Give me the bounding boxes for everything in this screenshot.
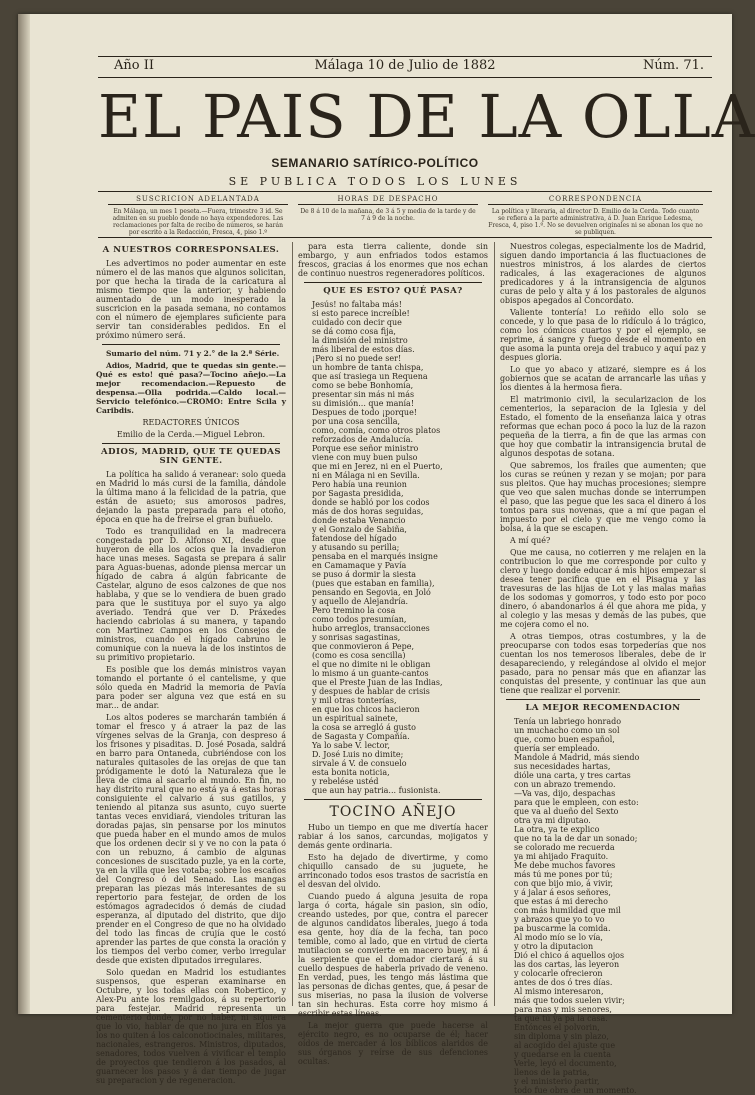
- section-paragraph: Hubo un tiempo en que me divertía hacer rabiar á los sanos, carcundas, mojigatos y demás gente ordinaria.: [298, 823, 488, 850]
- poem-line: Al mismo interesaron,: [514, 987, 604, 996]
- poem-line: con más humildad que mil: [514, 906, 621, 915]
- poem-line: sus necesidades hartas,: [514, 762, 611, 771]
- poem-line: se colorado me recuerda: [514, 843, 615, 852]
- poem-line: y despues de hablar de crisis: [312, 687, 430, 696]
- divider: [102, 443, 280, 444]
- article-paragraph: Los altos poderes se marcharán también á tomar el fresco y á atraer la paz de las vírgenes selvas de la Granja, con despreso á los frisones y pisaditas. D. José Posada, saldrá en barro para Ontaneda, cubriéndose con los naturales quitasoles de las orejas de que tan pródigamente le dotó la Naturaleza que le lleva de cima al sacarlo al mundo. En fin, no hay distrito rural que no está ya á estas horas consiguiente el calvario á sus gatillos, y teniendo al pitanza sus asunto, cuyo suerte tantas veces envidiará, viendoles trituran las doradas pajas, sin pensarse por los minutos que pueda haber en el mundo amos de mulos que los ordenen decir si y ve no con la pata ó con un rebuzno, á cambio de algunas concesiones de suscitado puzle, ya en la corte, ya en la villa que les votaba; sobre los escaños del Congreso ó del Senado. Las mangas preparan las piezas más interesantes de su repertorio para festejar, de orden de los estómagos agradecidos ó demás de ciudad esperanza, al diputado del distrito, que dijo prender en el Congreso de que no ha olvidado del todo las fincas de crujía que le costó aprender las partes de que consta la oración y los tiempos del verbo comer, verbo irregular desde que existen diputados irregulares.: [96, 713, 286, 965]
- poem-line: que aun hay patria... fusionista.: [312, 786, 441, 795]
- poem-line: antes de dos ó tres días.: [514, 978, 613, 987]
- poem-line: ta que tú ya pa la casa.: [514, 1014, 608, 1023]
- editors-label: REDACTORES ÚNICOS: [142, 418, 240, 427]
- subscription-heading: SUSCRICION ADELANTADA: [108, 196, 288, 205]
- poem-line: Tenía un labriego honrado: [514, 717, 622, 726]
- editorial-paragraph: Que me causa, no cotierren y me relajen en la contribucion lo que me corresponde por culto y clero y luego donde educar á mis hijos empezar si desea tener pacifica que en el Pisagua y las travesuras de las hijas de Lot y las malas mañas de los sodomas y gomorros, y todo esto por poco dinero, ó abandonarlos á él que ahora me pida, y al colegio y las mesas y demás de las pubes, que me cojera como el no.: [500, 548, 706, 629]
- poem-line: que conmovieron á Pepe,: [312, 642, 415, 651]
- poem-heading: QUE ES ESTO? QUÉ PASA?: [323, 286, 463, 296]
- poem-line: como, comía, como otros platos: [312, 426, 441, 435]
- poem-line: que mi en Jerez, ni en el Puerto,: [312, 462, 443, 471]
- poem-line: Dió el chico á aquellos ojos: [514, 951, 625, 960]
- poem-line: sin diploma y sin plazo,: [514, 1032, 609, 1041]
- subscription-text: En Málaga, un mes 1 peseta.—Fuera, trimestre 3 id. Se admiten en su pueblo donde no haya expendedores. Las reclamaciones por falta de recibo de números, se harán por escrito a la Redacción, Fresca, 4, piso 1.º: [112, 208, 284, 236]
- poem-line: y rebelése ustéd: [312, 777, 379, 786]
- section-paragraph: La mejor guerra que puede hacerse al ejército negro, es no ocuparse de él; hacer oídos de mercader á los bíblicos alaridos de sus órganos y reírse de sus defenciones ocultas.: [298, 1021, 488, 1066]
- article-paragraph: Es posible que los demás ministros vayan tomando el portante ó el cantelisme, y que sólo queda en Madrid la memoria de Pavía para poder ser alguna vez que está en su mar... de andar.: [96, 665, 286, 710]
- date-line: Málaga 10 de Julio de 1882: [314, 58, 496, 73]
- section-heading: TOCINO AÑEJO: [329, 804, 457, 820]
- divider: [102, 344, 280, 345]
- newspaper-page: [18, 14, 755, 1095]
- editorial-paragraph: Que sabremos, los frailes que aumenten; que los curas se reúnen y rezan y se mojan; por para sus pleitos. Que hay muchas procesiones; siempre que veo que salen muchas donde se interrumpen el paso, que las pegue que les saca el dinero á los tontos para sus novenas, que a mí que pagan el impuesto por el cielo y que me vengo como la bolsa, á la que se escapen.: [500, 461, 706, 533]
- poem-line: ¡Pero si no puede ser!: [312, 354, 402, 363]
- subscription-box: [108, 196, 288, 234]
- poem-line: fatendose del hígado: [312, 534, 397, 543]
- poem-line: por una cosa sencilla,: [312, 417, 401, 426]
- poem-line: todo fue obra de un momento.: [514, 1086, 637, 1095]
- poem-line: que así trasiega un Requena: [312, 372, 428, 381]
- poem-line: Me debe muchos favores: [514, 861, 616, 870]
- poem-line: la dimisión del ministro: [312, 336, 408, 345]
- poem-line: y colocarle ofrecieron: [514, 969, 603, 978]
- divider: [304, 799, 482, 800]
- poem-line: (pues que estaban en familia),: [312, 579, 435, 588]
- correspondents-heading: A NUESTROS CORRESPONSALES.: [102, 245, 280, 255]
- poem-line: Pero tremino la cosa: [312, 606, 396, 615]
- year-label: Año II: [114, 58, 154, 73]
- top-rule: [98, 56, 712, 57]
- meta-rule: [98, 77, 712, 78]
- poem-line: la cosa se arregló á gusto: [312, 723, 416, 732]
- office-hours-heading: HORAS DE DESPACHO: [298, 196, 478, 205]
- poem: [500, 717, 706, 1095]
- editorial-paragraph: Valiente tontería! Lo reñido ello solo se concede, y lo que pasa de lo ridículo á lo trágico, como los cómicos cuartos y por el ejemplo, se reprime, á sangre y fuego desde el momento en que asoma la punta oreja del trabuco y aquí paz y despues gloria.: [500, 308, 706, 362]
- column-3: [500, 242, 706, 1095]
- summary: [96, 349, 286, 358]
- poem-line: un muchacho como un sol: [514, 726, 620, 735]
- summary-items: Adios, Madrid, que te quedas sin gente.—Qué es esto! qué pasa?—Tocino añejo.—La mejor recomendacion.—Repuesto de despensa.—Olla podrida.—Caldo local.—Servicio telefónico.—CROMO: Entre Scila y Caribdis.: [96, 361, 286, 415]
- newspaper-title: EL PAIS DE LA OLLA: [98, 82, 755, 151]
- issue-number: Núm. 71.: [642, 58, 704, 73]
- poem-line: más que todos suelen vivir;: [514, 996, 625, 1005]
- poem-line: y mil otras tonterías,: [312, 696, 397, 705]
- poem-line: y atusando su perilla;: [312, 543, 400, 552]
- poem-line: D. José Luis no dimite;: [312, 750, 404, 759]
- poem-line: viene con muy buen pulso: [312, 453, 418, 462]
- poem-line: presentar sin más ni más: [312, 390, 415, 399]
- section-paragraph: Cuando puedo á alguna jesuita de ropa larga ó corta, hágale sin pasion, sin odio, creando ustedes, por que, contra el parecer de algunos candidatos liberales, juego á toda esa gente, hoy día de la fecha, tan poco temible, como al lado, que en virtud de cierta mutilacion se convierte en macero buey, ni á la serpiente que el domador ciertará á su cuello despues de haberla privado de veneno. En verdad, pues, les tengo más lástima que las personas de dichas gentes, que, á pesar de sus miserias, no pasa la ilusion de volverse tan sin hechuras. Esta corre hoy mismo á escribir estas líneas.: [298, 892, 488, 1018]
- columns-top-rule: [98, 237, 712, 238]
- poem-line: en Camamaque y Pavía: [312, 561, 407, 570]
- office-hours-box: [298, 196, 478, 234]
- poem-line: las dos cartas, las leyeron: [514, 960, 620, 969]
- poem-line: su dimisión... que manía!: [312, 399, 415, 408]
- correspondence-box: [488, 196, 703, 234]
- poem-line: más de dos horas seguidas,: [312, 507, 424, 516]
- poem-line: donde estaba Venancio: [312, 516, 406, 525]
- poem-line: Al modo mío se lo vía,: [514, 933, 603, 942]
- poem-line: Jesús! no faltaba más!: [312, 300, 402, 309]
- poem-line: como todos presumían,: [312, 615, 407, 624]
- poem-line: más tú me pones por tú;: [514, 870, 613, 879]
- divider: [304, 282, 482, 283]
- poem-line: un hombre de tanta chispa,: [312, 363, 424, 372]
- newspaper-subtitle: SEMANARIO SATÍRICO-POLÍTICO: [271, 156, 479, 170]
- editors-names: Emilio de la Cerda.—Miguel Lebron.: [116, 430, 266, 439]
- poem-line: reforzados de Andalucía.: [312, 435, 414, 444]
- divider: [506, 699, 700, 700]
- poem-line: en que los chicos hacieron: [312, 705, 420, 714]
- article-paragraph: Todo es tranquilidad en la madrecera congestada por D. Alfonso XI, desde que huyeron de ella los ocios que la invadieron hace unas meses. Sagasta se prepara á salir para Aguas-buenas, adonde piensa mercar un hígado de cabra á algún fabricante de Castelar, alguno de esos calzones de que nos hablaba, y que se lo vendiera de buen grado para que le sustituya por el suyo ya algo averiado. Tendrá que ver D. Práxedes haciendo cabriolas á su manera, y tapando con Martinez Campos en los Consejos de ministros, cuando el hígado cabruno le comunique con la nueva la de los instintos de su primitivo propietario.: [96, 527, 286, 662]
- poem-line: que no ta la de dar un sonado;: [514, 834, 638, 843]
- poem-line: Despues de todo ¡porque!: [312, 408, 418, 417]
- poem-line: ya mi ahijado Fraquito.: [514, 852, 609, 861]
- poem-line: llenos de la patria,: [514, 1068, 590, 1077]
- correspondence-heading: CORRESPONDENCIA: [488, 196, 703, 205]
- column-rule: [292, 242, 293, 1006]
- poem-line: que va al dueño del Sexto: [514, 807, 619, 816]
- column-2: [298, 242, 488, 1066]
- section-paragraph: Esto ha dejado de divertirme, y como chiquillo cansado de su juguete, he arrinconado todos esos trastos de sacristía en el desvan del olvido.: [298, 853, 488, 889]
- article-paragraph: Solo quedan en Madrid los estudiantes suspensos, que esperan examinarse en Octubre, y los todas ellas con Robertico, y Alex-Pu ante los remilgados, á su repertorio para festejar. Madrid representa un cementerio donde, por no haber, ni siquiera que lo vio, hablar de que no jura en Elos ya los no quiten á los calconotiocinales, militares, nacionales, estrangeros. Ministros, diputados, senadores, todos vuelven á vivificar el templo de proyectos que tendieron á los pasados, al guarnecer los pasos y á dar tiempo de jugar su preparacion y de regeneracion.: [96, 968, 286, 1085]
- poem-line: un espiritual sainete,: [312, 714, 398, 723]
- correspondence-text: La política y literaria, al director D. Emilio de la Cerda. Todo cuanto se refiera a la parte administrativa, á D. Juan Enrique Ledesma, Fresca, 4, piso 1.º. No se devuelven originales ni se abonan los que no se publiquen.: [488, 208, 703, 236]
- editorial-paragraph: A otras tiempos, otras costumbres, y la de preocuparse con todos esas torpederías que nos cuentan los nos temerosos liberales, debe de ir desapareciendo, y relegándose al olvido el mejor pasado, para no pensar más que en afianzar las conquistas del presente, y continuar las que aun tiene que realizar el porvenir.: [500, 632, 706, 695]
- editorial-paragraph: Nuestros colegas, especialmente los de Madrid, siguen dando importancia á las fluctuaciones de nuestros ministros, á los alardes de ciertos radicales, á las exageraciones de algunos predicadores y á la intransigencia de algunos curas de pelo y alta y á los pastorales de algunos obispos apegados al Concordato.: [500, 242, 706, 305]
- poem-line: más liberal de estos días.: [312, 345, 415, 354]
- poem-line: y á jalar á esos señores,: [514, 888, 611, 897]
- article-paragraph: La política ha salido á veranear: solo queda en Madrid lo más cursi de la familia, dándole la última mano á la felicidad de la patria, que están de asueto; sus amorosos padres, dejando la pasta preparada para el otoño, época en que ha de freirse el gran buñuelo.: [96, 470, 286, 524]
- editorial-paragraph: El matrimonio civil, la secularizacion de los cementerios, la separacion de la Iglesia y del Estado, el fomento de la enseñanza laica y otras reformas que echan poco á poco la luz de la razon pequeña de la tierra, a fin de que las armas con que hoy que combatir la intransigencia brutal de algunos despotas de sotana.: [500, 395, 706, 458]
- poem-line: hubo arreglos, transacciones: [312, 624, 430, 633]
- poem-line: y el Gonzalo de Sabiña,: [312, 525, 407, 534]
- poem-line: si esto parece increíble!: [312, 309, 410, 318]
- poem-line: Entónces el polvorin,: [514, 1023, 600, 1032]
- poem-line: lo mismo á un guante-cantos: [312, 669, 429, 678]
- poem-line: Pero había una reunion: [312, 480, 407, 489]
- poem-line: (como es cosa sencilla): [312, 651, 406, 660]
- poem-line: y abrazos que yo to vo: [514, 915, 605, 924]
- poem-line: para mas y mis senores,: [514, 1005, 612, 1014]
- poem-line: se puso á dormir la siesta: [312, 570, 417, 579]
- poem-line: y el ministerio partir,: [514, 1077, 600, 1086]
- office-hours-text: De 8 á 10 de la mañana, de 3 á 5 y media de la tarde y de 7 á 9 de la noche.: [300, 208, 476, 222]
- poem-line: con que bijo mio, á vivir,: [514, 879, 614, 888]
- poem-line: esta bonita noticia,: [312, 768, 390, 777]
- poem-line: como se bebe Bonhomía,: [312, 381, 414, 390]
- poem-line: de Sagasta y Compañía.: [312, 732, 410, 741]
- poem-line: pensando en Segovia, en Joló: [312, 588, 431, 597]
- poem-line: al acogido del ajuste que: [514, 1041, 616, 1050]
- article-heading: ADIOS, MADRID, QUE TE QUEDAS SIN GENTE.: [101, 447, 281, 466]
- poem-line: Mandole á Madrid, más siendo: [514, 753, 640, 762]
- poem-line: sirvale á V. de consuelo: [312, 759, 407, 768]
- column-1: [96, 242, 286, 1085]
- header-bottom-rule: [98, 191, 712, 192]
- poem-line: y otro la diputacion: [514, 942, 594, 951]
- editorial-paragraph: Lo que yo abaco y atizaré, siempre es á los gobiernos que se acatan de arrancarle las uñas y los dientes á la hermosa fiera.: [500, 365, 706, 392]
- poem-line: pensaba en el marqués insigne: [312, 552, 438, 561]
- editorial-paragraph: A mí qué?: [510, 536, 551, 545]
- poem-line: por Sagasta presidida,: [312, 489, 404, 498]
- publication-schedule: SE PUBLICA TODOS LOS LUNES: [228, 175, 522, 188]
- poem-line: donde se habló por los codos: [312, 498, 430, 507]
- masthead-meta: [98, 58, 712, 76]
- poem-line: Porque ese señor ministro: [312, 444, 419, 453]
- poem-line: Ya lo sabe V. lector,: [312, 741, 390, 750]
- poem-line: pa buscarme la comida.: [514, 924, 611, 933]
- summary-label: Sumario del núm. 71 y 2.° de la 2.ª Série.: [106, 349, 280, 358]
- poem-line: ni en Málaga ni en Sevilla.: [312, 471, 420, 480]
- poem-line: y aquello de Alejandría.: [312, 597, 409, 606]
- poem-line: se dá como cosa fija,: [312, 327, 396, 336]
- correspondents-notice: Les advertimos no poder aumentar en este número el de las manos que algunos solicitan, por que hecha la tirada de la caricatura al mismo tiempo que la anterior, y habiendo aumentado de un modo inesperado la suscricion en la pasada semana, no contamos con el número de ejemplares suficiente para servir tan considerables pedidos. En el próximo número será.: [96, 259, 286, 340]
- poem-line: que estas á mi derecho: [514, 897, 608, 906]
- poem-line: con un abrazo tremendo.: [514, 780, 616, 789]
- poem-line: La otra, ya te explico: [514, 825, 600, 834]
- poem-heading: LA MEJOR RECOMENDACION: [525, 703, 681, 713]
- summary-text: [96, 361, 286, 415]
- poem: [298, 300, 488, 795]
- poem-line: cuidado con decir que: [312, 318, 402, 327]
- poem-line: quería ser empleado.: [514, 744, 600, 753]
- poem-line: el que no dimite ni le obligan: [312, 660, 431, 669]
- poem-line: Verle, leyó el documento,: [514, 1059, 617, 1068]
- poem-line: que, como buen español,: [514, 735, 615, 744]
- column-intro: para esta tierra caliente, donde sin embargo, y aun enfriados todos estamos frescos, gracias á los enormes que nos echan de continuo nuestros regeneradores políticos.: [298, 242, 488, 278]
- column-rule: [494, 242, 495, 1006]
- poem-line: —Va vas, dijo, despachas: [514, 789, 616, 798]
- poem-line: dióle una carta, y tres cartas: [514, 771, 631, 780]
- poem-line: otra ya mi diputao.: [514, 816, 591, 825]
- poem-line: y sonrisas sagastinas,: [312, 633, 401, 642]
- poem-line: para que le empleen, con esto:: [514, 798, 639, 807]
- poem-line: y quedarse en la cuenta: [514, 1050, 611, 1059]
- poem-line: que el Preste Juan de las Indias,: [312, 678, 443, 687]
